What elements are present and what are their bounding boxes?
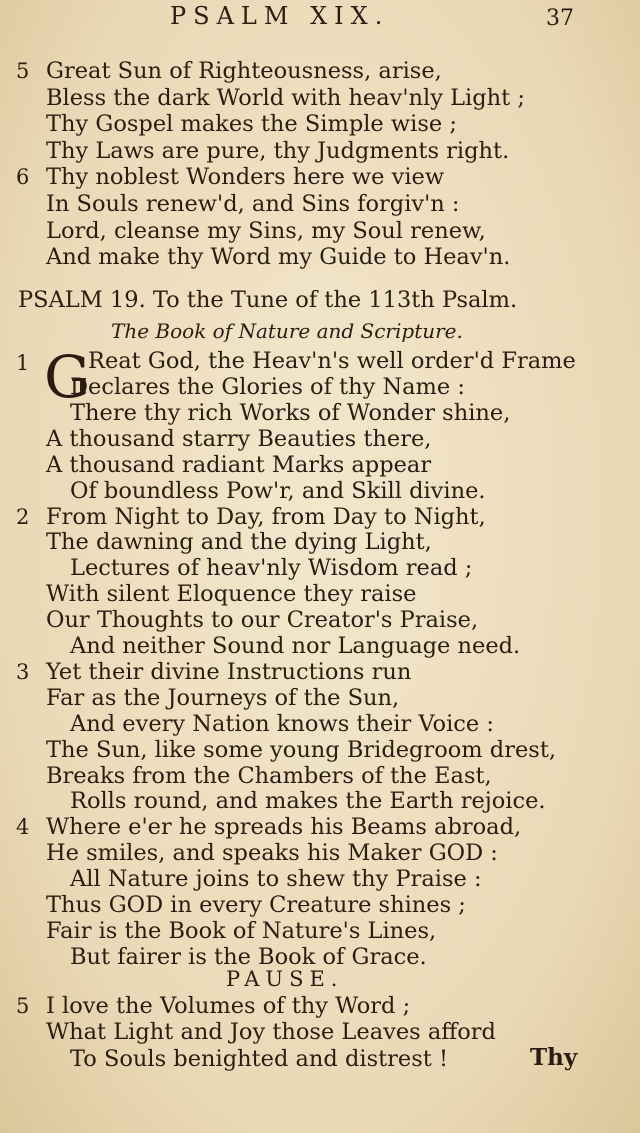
verse-line bbox=[0, 85, 640, 111]
verse-text: Fair is the Book of Nature's Lines, bbox=[46, 917, 437, 944]
verse-text: The Sun, like some young Bridegroom drest, bbox=[46, 736, 557, 763]
verse-text: With silent Eloquence they raise bbox=[46, 581, 417, 608]
verse-text: What Light and Joy those Leaves afford bbox=[46, 1019, 496, 1046]
verse-number: 3 bbox=[16, 659, 30, 684]
verse-line bbox=[0, 426, 640, 452]
verse-text: Of boundless Pow'r, and Skill divine. bbox=[70, 477, 486, 504]
verse-line bbox=[0, 918, 640, 944]
verse-text: A thousand radiant Marks appear bbox=[46, 451, 432, 478]
verse-line bbox=[0, 164, 640, 190]
verse-text: Thy noblest Wonders here we view bbox=[46, 164, 445, 191]
verse-text: There thy rich Works of Wonder shine, bbox=[70, 399, 511, 426]
verse-line bbox=[0, 504, 640, 530]
verse-text: Where e'er he spreads his Beams abroad, bbox=[46, 814, 522, 841]
verse-line bbox=[0, 478, 640, 504]
verse-text: Declares the Glories of thy Name : bbox=[70, 374, 465, 400]
verse-text: Yet their divine Instructions run bbox=[46, 658, 412, 685]
verse-text: Thus GOD in every Creature shines ; bbox=[46, 892, 466, 918]
verse-text: The dawning and the dying Light, bbox=[46, 529, 432, 556]
verse-text: Our Thoughts to our Creator's Praise, bbox=[46, 607, 479, 634]
verse-text: Great Sun of Righteousness, arise, bbox=[46, 58, 442, 84]
verse-text: In Souls renew'd, and Sins forgiv'n : bbox=[46, 191, 460, 217]
verse-line bbox=[0, 788, 640, 814]
verse-line bbox=[0, 814, 640, 840]
verse-line bbox=[0, 685, 640, 711]
verse-text: Rolls round, and makes the Earth rejoice. bbox=[70, 788, 546, 815]
verse-line bbox=[0, 737, 640, 763]
verse-text: And neither Sound nor Language need. bbox=[70, 633, 521, 659]
verse-line bbox=[0, 138, 640, 164]
verse-number: 6 bbox=[16, 165, 30, 190]
drop-cap: G bbox=[44, 343, 91, 411]
verse-text: But fairer is the Book of Grace. bbox=[70, 943, 427, 970]
running-title: PSALM XIX. bbox=[170, 2, 390, 30]
verse-line bbox=[0, 555, 640, 581]
verse-line bbox=[0, 607, 640, 633]
verse-line bbox=[0, 892, 640, 918]
verse-number: 5 bbox=[16, 59, 30, 83]
verse-line bbox=[0, 993, 640, 1019]
verse-text: All Nature joins to shew thy Praise : bbox=[70, 866, 482, 893]
pause-label: PAUSE. bbox=[226, 967, 344, 991]
page-number: 37 bbox=[546, 6, 574, 31]
verse-text: I love the Volumes of thy Word ; bbox=[46, 993, 411, 1019]
verse-line bbox=[0, 763, 640, 789]
verse-line bbox=[0, 529, 640, 555]
verse-line bbox=[0, 191, 640, 217]
verse-text: Lectures of heav'nly Wisdom read ; bbox=[70, 555, 473, 582]
verse-number: 2 bbox=[16, 504, 30, 529]
verse-number: 5 bbox=[16, 994, 30, 1018]
verse-line bbox=[0, 244, 640, 270]
psalm-heading: PSALM 19. To the Tune of the 113th Psalm. bbox=[18, 287, 518, 313]
verse-line bbox=[0, 659, 640, 685]
verse-line bbox=[0, 452, 640, 478]
verse-text: Thy Laws are pure, thy Judgments right. bbox=[46, 137, 510, 164]
verse-text: He smiles, and speaks his Maker GOD : bbox=[46, 840, 498, 867]
verse-text: And every Nation knows their Voice : bbox=[70, 710, 494, 737]
catchword: Thy bbox=[530, 1044, 578, 1071]
verse-line bbox=[0, 711, 640, 737]
verse-text: Breaks from the Chambers of the East, bbox=[46, 762, 492, 789]
psalm-subtitle: The Book of Nature and Scripture. bbox=[111, 319, 463, 343]
verse-line bbox=[0, 633, 640, 659]
verse-text: Bless the dark World with heav'nly Light ; bbox=[46, 84, 525, 111]
verse-text: From Night to Day, from Day to Night, bbox=[46, 503, 486, 530]
verse-number: 4 bbox=[16, 815, 30, 840]
verse-line bbox=[0, 866, 640, 892]
verse-line bbox=[0, 400, 640, 426]
verse-line bbox=[0, 840, 640, 866]
first-line-text: Reat God, the Heav'n's well order'd Frame bbox=[88, 348, 576, 374]
verse-text: And make thy Word my Guide to Heav'n. bbox=[46, 244, 511, 271]
verse-text: A thousand starry Beauties there, bbox=[46, 425, 432, 452]
verse-text: Far as the Journeys of the Sun, bbox=[46, 684, 400, 711]
verse-text: Thy Gospel makes the Simple wise ; bbox=[46, 111, 457, 138]
verse-line bbox=[0, 58, 640, 84]
verse-text: To Souls benighted and distrest ! bbox=[70, 1045, 449, 1072]
verse-text: Lord, cleanse my Sins, my Soul renew, bbox=[46, 217, 486, 244]
verse-line bbox=[0, 374, 640, 400]
verse-line bbox=[0, 1019, 640, 1045]
verse-line bbox=[0, 218, 640, 244]
verse-number-first: 1 bbox=[16, 351, 30, 375]
page-header bbox=[0, 2, 640, 38]
verse-line bbox=[0, 581, 640, 607]
verse-line bbox=[0, 111, 640, 137]
